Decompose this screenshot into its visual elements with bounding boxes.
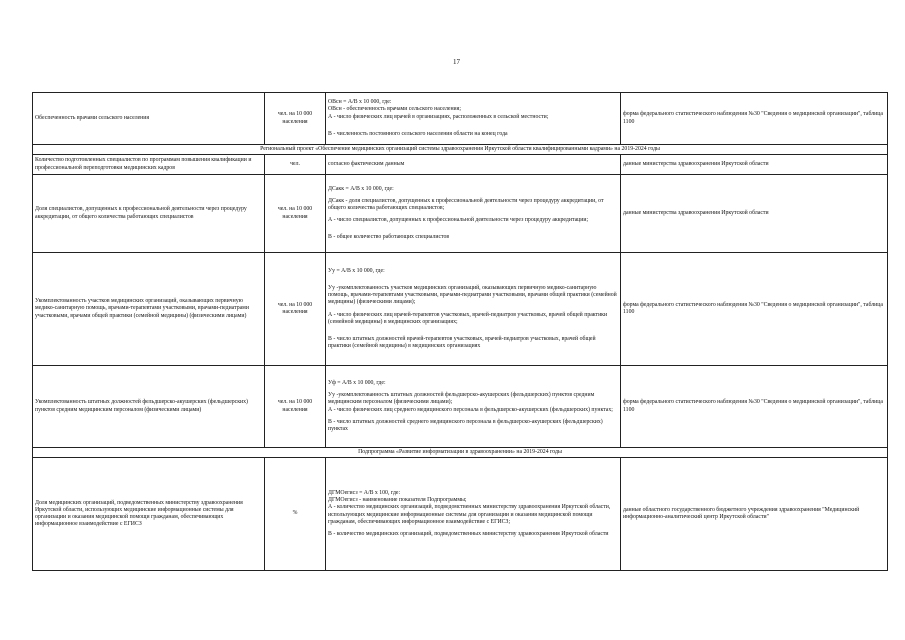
formula-line: А - число физических лиц врачей в организациях, расположенных в сельской местности; xyxy=(328,113,549,120)
unit-of-measure: чел. на 10 000 населения xyxy=(265,253,326,366)
page-number: 17 xyxy=(453,58,460,66)
data-source: форма федерального статистического наблюдения №30 "Сведения о медицинской организации", таблица 1100 xyxy=(621,93,888,145)
formula-line: В - число штатных должностей врачей-терапевтов участковых, врачей-педиатров участковых, врачей общей практики (семейной медицины) в медицинских организациях xyxy=(328,335,596,349)
indicator-name: Количество подготовленных специалистов по программам повышения квалификации и профессиональной переподготовки медицинских кадров xyxy=(33,155,265,175)
formula-line: ОВсн - обеспеченность врачами сельского населения; xyxy=(328,106,461,113)
calculation-formula xyxy=(326,175,621,253)
indicator-name: Укомплектованность штатных должностей фельдшерско-акушерских (фельдшерских) пунктов средним медицинским персоналом (физическими лицами) xyxy=(33,366,265,448)
formula-line: В - численность постоянного сельского населения области на конец года xyxy=(328,130,508,137)
unit-of-measure: чел. xyxy=(265,155,326,175)
formula-line: В - общее количество работающих специалистов xyxy=(328,234,450,241)
formula-line: ДГМОегисз = А/В x 100, где: xyxy=(328,490,401,497)
formula-line: согласно фактическим данным xyxy=(328,160,405,167)
indicator-name: Доля специалистов, допущенных к профессиональной деятельности через процедуру аккредитации, от общего количества работающих специалистов xyxy=(33,175,265,253)
indicator-name: Укомплектованность участков медицинских организаций, оказывающих первичную медико-санитарную помощь, врачами-терапевтами участковыми, врачами-педиатрами участковыми, врачами общей практики (семейной медицины) (физическими лицами) xyxy=(33,253,265,366)
data-source: данные министерства здравоохранения Иркутской области xyxy=(621,155,888,175)
formula-line: В - количество медицинских организаций, подведомственных министерству здравоохранения Иркутской области xyxy=(328,530,609,537)
unit-of-measure: чел. на 10 000 населения xyxy=(265,366,326,448)
formula-line: Уу = А/В x 10 000, где: xyxy=(328,268,385,275)
indicators-table xyxy=(32,92,888,571)
data-source: данные областного государственного бюджетного учреждения здравоохранения "Медицинский информационно-аналитический центр Иркутской области" xyxy=(621,458,888,571)
unit-of-measure: чел. на 10 000 населения xyxy=(265,175,326,253)
calculation-formula xyxy=(326,155,621,175)
table-row xyxy=(33,458,888,571)
formula-line: Уу -укомплектованность штатных должностей фельдшерско-акушерских (фельдшерских) пунктов средним медицинским персоналом (физическими лицами); xyxy=(328,392,595,406)
formula-line: Уу -укомплектованность участков медицинских организаций, оказывающих первичную медико-санитарную помощь, врачами-терапевтами участковыми, врачами-педиатрами участковыми, врачами общей практики (семейной медицины) (физическими лицами); xyxy=(328,285,617,306)
table-row xyxy=(33,366,888,448)
formula-line: ДГМОегисз - наименование показателя Подпрограммы; xyxy=(328,497,467,504)
section-row xyxy=(33,448,888,458)
data-source: форма федерального статистического наблюдения №30 "Сведения о медицинской организации", таблица 1100 xyxy=(621,253,888,366)
unit-of-measure: % xyxy=(265,458,326,571)
calculation-formula xyxy=(326,366,621,448)
calculation-formula xyxy=(326,93,621,145)
formula-line: В - число штатных должностей среднего медицинского персонала в фельдшерско-акушерских (фельдшерских) пунктах xyxy=(328,418,603,432)
unit-of-measure: чел. на 10 000 населения xyxy=(265,93,326,145)
table-row xyxy=(33,155,888,175)
indicator-name: Доля медицинских организаций, подведомственных министерству здравоохранения Иркутской области, использующих медицинские информационные системы для организации и оказания медицинской помощи гражданам, обеспечивающих информационное взаимодействие с ЕГИСЗ xyxy=(33,458,265,571)
calculation-formula xyxy=(326,253,621,366)
indicator-name: Обеспеченность врачами сельского населения xyxy=(33,93,265,145)
formula-line: А - число специалистов, допущенных к профессиональной деятельности через процедуру аккредитации; xyxy=(328,217,589,224)
section-title: Региональный проект «Обеспечение медицинских организаций системы здравоохранения Иркутской области квалифицированными кадрами» на 2019-2024 годы xyxy=(33,145,888,155)
table-row xyxy=(33,93,888,145)
section-row xyxy=(33,145,888,155)
formula-line: А - число физических лиц среднего медицинского персонала в фельдшерско-акушерских (фельдшерских) пунктах; xyxy=(328,406,613,413)
data-source: данные министерства здравоохранения Иркутской области xyxy=(621,175,888,253)
formula-line: ДСакк - доля специалистов, допущенных к профессиональной деятельности через процедуру аккредитации, от общего количества работающих специалистов; xyxy=(328,197,604,211)
section-title: Подпрограмма «Развитие информатизации в здравоохранении» на 2019-2024 годы xyxy=(33,448,888,458)
formula-line: Уф = А/В x 10 000, где: xyxy=(328,380,386,387)
table-row xyxy=(33,253,888,366)
calculation-formula xyxy=(326,458,621,571)
data-source: форма федерального статистического наблюдения №30 "Сведения о медицинской организации", таблица 1100 xyxy=(621,366,888,448)
formula-line: А - количество медицинских организаций, подведомственных министерству здравоохранения Иркутской области, использующих медицинские информационные системы для организации и оказания медицинской помощи гражданам, обеспечивающих информационное взаимодействие с ЕГИСЗ; xyxy=(328,504,611,525)
formula-line: А - число физических лиц врачей-терапевтов участковых, врачей-педиатров участковых, врачей общей практики (семейной медицины) в медицинских организациях; xyxy=(328,311,608,325)
formula-line: ДСакк = А/В x 10 000, где: xyxy=(328,185,394,192)
table-row xyxy=(33,175,888,253)
formula-line: ОВсн = А/В x 10 000, где: xyxy=(328,99,392,106)
